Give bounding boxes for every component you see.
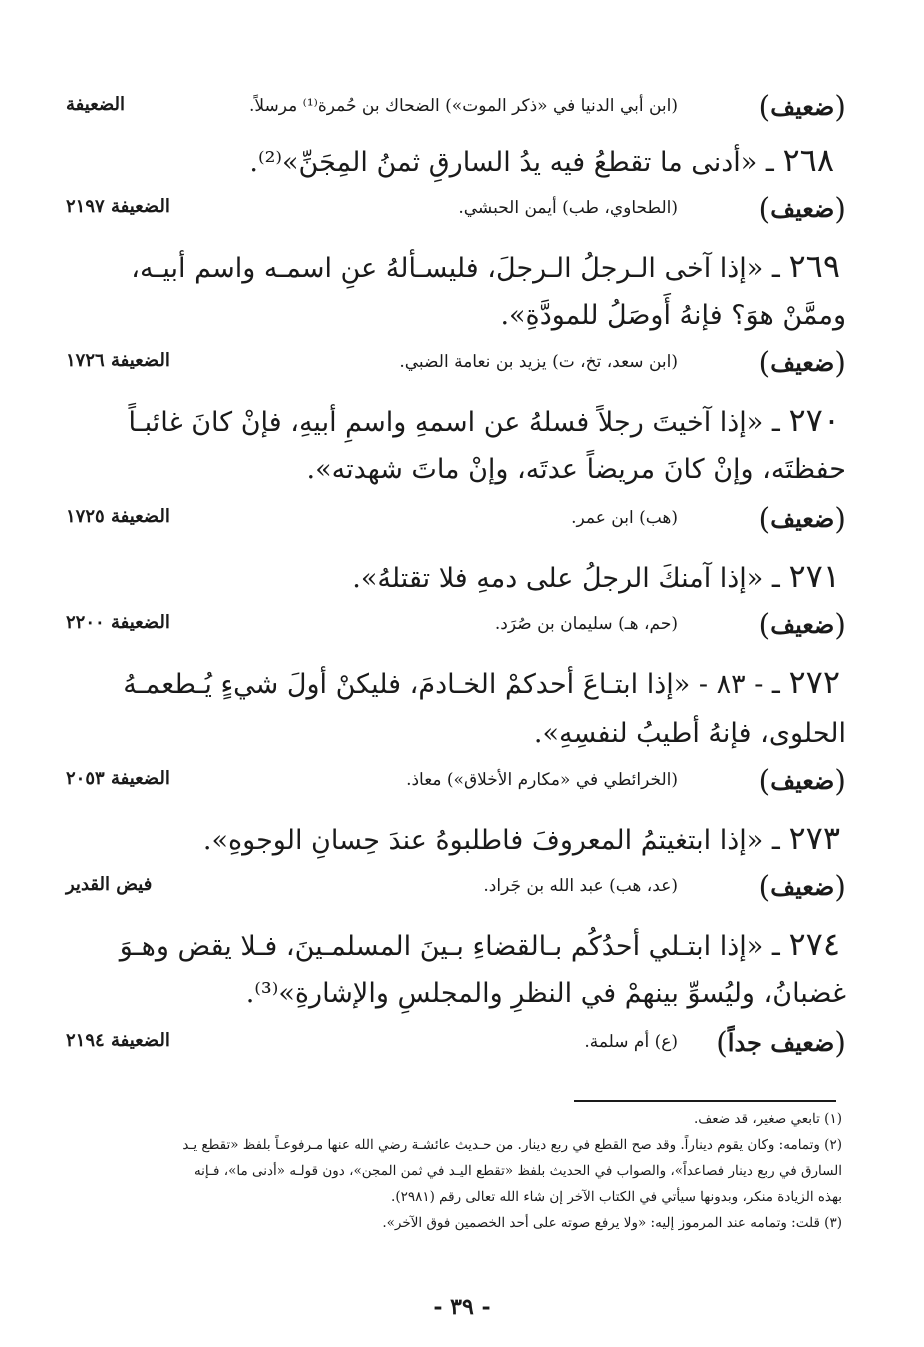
reference-label: فيض القدير xyxy=(66,874,153,895)
source-text: (ابن سعد، تخ، ت) يزيد بن نعامة الضبي. xyxy=(399,352,678,372)
reference-label: الضعيفة ٢١٩٧ xyxy=(66,196,170,217)
hadith-number: ٢٧٣ xyxy=(788,819,840,857)
grade-label: (ضعيف جداً) xyxy=(716,1026,846,1061)
hadith-line: ٢٦٩ ـ «إذا آخى الـرجلُ الـرجلَ، فليسـألهُ عنِ اسمـه واسم أبيـه، xyxy=(131,247,840,285)
grade-label: (ضعيف) xyxy=(758,346,846,381)
hadith-line: ٢٧٤ ـ «إذا ابتـلي أحدُكُم بـالقضاءِ بـينَ المسلمـينَ، فـلا يقض وهـوَ xyxy=(119,925,840,963)
status-row xyxy=(66,190,846,234)
footnote-line: بهذه الزيادة منكر، وبدونها سيأتي في الكتاب الآخر إن شاء الله تعالى رقم (٢٩٨١). xyxy=(391,1189,842,1205)
footnote-divider xyxy=(574,1100,836,1102)
hadith-number: ٢٦٩ xyxy=(788,247,840,285)
grade-label: (ضعيف) xyxy=(758,608,846,643)
source-text: (هب) ابن عمر. xyxy=(571,508,678,528)
reference-label: الضعيفة xyxy=(66,94,125,115)
reference-label: الضعيفة ١٧٢٦ xyxy=(66,350,170,371)
source-text: (عد، هب) عبد الله بن جَراد. xyxy=(483,876,678,896)
status-row xyxy=(66,606,846,650)
footnote-line: (١) تابعي صغير، قد ضعف. xyxy=(693,1111,842,1127)
hadith-number: ٢٧٠ xyxy=(788,401,840,439)
status-row xyxy=(66,762,846,806)
hadith-line: وممَّنْ هوَ؟ فإنهُ أَوصَلُ للمودَّةِ». xyxy=(500,300,846,331)
source-text: (حم، هـ) سليمان بن صُرَد. xyxy=(494,614,678,634)
grade-label: (ضعيف) xyxy=(758,870,846,905)
hadith-line: ٢٧٣ ـ «إذا ابتغيتمُ المعروفَ فاطلبوهُ عندَ حِسانِ الوجوهِ». xyxy=(202,819,840,857)
hadith-number: ٢٧١ xyxy=(788,557,840,595)
grade-label: (ضعيف) xyxy=(758,192,846,227)
footnote-line: (٢) وتمامه: وكان يقوم ديناراً. وقد صح القطع في ربع دينار. من حـديث عائشـة رضي الله عنها مـرفوعـاً بلفظ «تقطع يـد xyxy=(182,1137,842,1153)
reference-label: الضعيفة ٢٢٠٠ xyxy=(66,612,170,633)
hadith-line: ٢٧٢ ـ - ٨٣ - «إذا ابتـاعَ أحدكمْ الخـادمَ، فليكنْ أولَ شيءٍ يُـطعمـهُ xyxy=(123,663,840,701)
hadith-line: ٢٧١ ـ «إذا آمنكَ الرجلُ على دمهِ فلا تقتلهُ». xyxy=(352,557,840,595)
reference-label: الضعيفة ٢٠٥٣ xyxy=(66,768,170,789)
source-text: (الخرائطي في «مكارم الأخلاق») معاذ. xyxy=(406,770,678,790)
hadith-line: حفظتَه، وإنْ كانَ مريضاً عدتَه، وإنْ ماتَ شهدته». xyxy=(306,454,846,485)
footnote-line: السارق في ربع دينار فصاعداً»، والصواب في الحديث بلفظ «تقطع اليـد في ثمن المجن»، دون قولـه «أدنى ما»، فـإنه xyxy=(193,1163,842,1179)
hadith-line: ٢٦٨ ـ «أدنى ما تقطعُ فيه يدُ السارقِ ثمنُ المِجَنِّ»⁽²⁾. xyxy=(249,141,834,179)
status-row xyxy=(66,500,846,544)
hadith-number: ٢٧٢ xyxy=(788,663,840,701)
hadith-line: الحلوى، فإنهُ أطيبُ لنفسِهِ». xyxy=(533,718,846,749)
status-row xyxy=(66,344,846,388)
source-text: (الطحاوي، طب) أيمن الحبشي. xyxy=(458,198,678,218)
grade-label: (ضعيف) xyxy=(758,764,846,799)
hadith-line: غضبانُ، وليُسوِّ بينهمْ في النظرِ والمجلسِ والإشارةِ»⁽³⁾. xyxy=(245,978,846,1009)
status-row xyxy=(66,868,846,912)
status-row xyxy=(66,88,846,132)
reference-label: الضعيفة ١٧٢٥ xyxy=(66,506,170,527)
status-row xyxy=(66,1024,846,1068)
source-text: (ع) أم سلمة. xyxy=(584,1032,678,1052)
reference-label: الضعيفة ٢١٩٤ xyxy=(66,1030,170,1051)
footnote-line: (٣) قلت: وتمامه عند المرموز إليه: «ولا يرفع صوته على أحد الخصمين فوق الآخر». xyxy=(382,1215,842,1231)
hadith-number: ٢٦٨ xyxy=(782,141,834,179)
grade-label: (ضعيف) xyxy=(758,502,846,537)
grade-label: (ضعيف) xyxy=(758,90,846,125)
source-text: (ابن أبي الدنيا في «ذكر الموت») الضحاك بن حُمرة⁽¹⁾ مرسلاً. xyxy=(248,96,678,116)
hadith-number: ٢٧٤ xyxy=(788,925,840,963)
hadith-line: ٢٧٠ ـ «إذا آخيتَ رجلاً فسلهُ عن اسمهِ واسمِ أبيهِ، فإنْ كانَ غائبـاً xyxy=(128,401,840,439)
page-number: - ٣٩ - xyxy=(433,1294,491,1320)
